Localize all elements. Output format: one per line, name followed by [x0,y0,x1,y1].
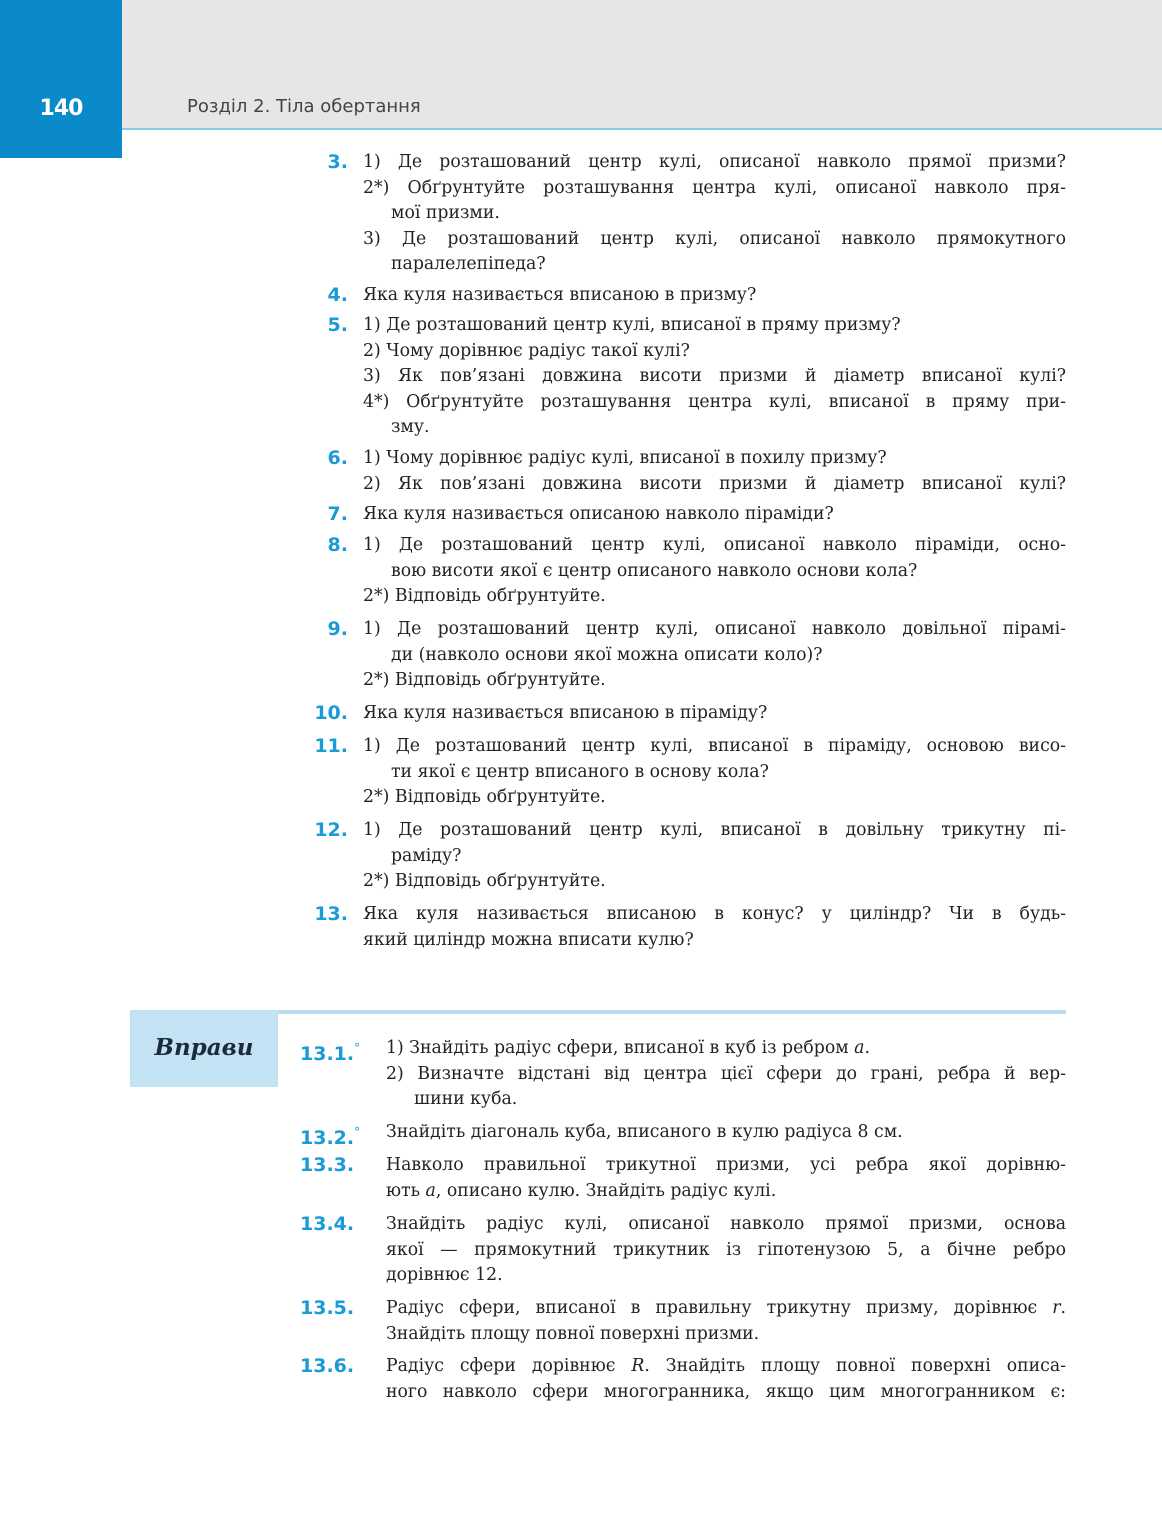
question-number: 12. [314,819,348,841]
question-line: 2) Як пов’язані довжина висоти призми й діаметр вписаної кулі? [363,473,1066,494]
exercise-number: 13.3. [300,1154,355,1176]
question-line: Яка куля називається вписаною в призму? [363,285,757,305]
question-number: 11. [314,735,348,757]
exercise-line: ють a, описано кулю. Знайдіть радіус кулі. [386,1180,777,1201]
question-number: 5. [327,314,348,336]
question-line: ди (навколо основи якої можна описати коло)? [391,644,823,665]
question-line: 1) Де розташований центр кулі, описаної навколо довільної пірамі- [363,619,1066,639]
exercise-number: 13.2.° [300,1125,361,1149]
variable: a [425,1180,436,1201]
exercise-line: Радіус сфери, вписаної в правильну трикутну призму, дорівнює r. [386,1298,1066,1318]
exercise-line: дорівнює 12. [386,1265,503,1285]
exercises-label-box [130,1010,278,1087]
question-line: 2*) Відповідь обґрунтуйте. [363,586,606,606]
exercise-number: 13.1.° [300,1041,361,1065]
exercises-rule [278,1010,1066,1014]
question-line: 1) Де розташований центр кулі, описаної навколо прямої призми? [363,152,1066,172]
question-line: раміду? [391,845,462,866]
exercise-number: 13.6. [300,1355,355,1377]
exercise-line: 1) Знайдіть радіус сфери, вписаної в куб із ребром a. [386,1038,870,1058]
question-line: 1) Де розташований центр кулі, вписаної в пряму призму? [363,315,901,335]
question-line: 1) Де розташований центр кулі, вписаної в піраміду, основою висо- [363,736,1066,756]
question-number: 6. [327,447,348,469]
header-rule [122,128,1162,130]
exercise-line: 2) Визначте відстані від центра цієї сфери до грані, ребра й вер- [386,1063,1066,1084]
question-number: 8. [327,534,348,556]
variable: a [854,1038,865,1058]
degree-mark: ° [354,1125,361,1139]
question-line: паралелепіпеда? [391,254,546,274]
question-line: 2*) Відповідь обґрунтуйте. [363,787,606,807]
question-number: 9. [327,618,348,640]
question-line: 3) Де розташований центр кулі, описаної навколо прямокутного [363,228,1066,249]
question-line: Яка куля називається описаною навколо піраміди? [363,504,834,524]
question-line: 4*) Обґрунтуйте розташування центра кулі, вписаної в пряму при- [363,391,1066,412]
exercise-line: Знайдіть радіус кулі, описаної навколо прямої призми, основа [386,1214,1066,1234]
question-number: 7. [327,503,348,525]
question-line: вою висоти якої є центр описаного навколо основи кола? [391,560,918,581]
page-number-tab [0,0,122,158]
exercise-number: 13.4. [300,1213,355,1235]
question-number: 13. [314,903,348,925]
exercise-line: ного навколо сфери многогранника, якщо цим многогранником є: [386,1381,1066,1402]
chapter-title: Розділ 2. Тіла обертання [187,96,421,117]
question-line: 1) Чому дорівнює радіус кулі, вписаної в похилу призму? [363,448,887,468]
question-line: Яка куля називається вписаною в піраміду? [363,703,768,723]
exercise-line: Радіус сфери дорівнює R. Знайдіть площу повної поверхні описа- [386,1356,1066,1376]
question-line: 3) Як пов’язані довжина висоти призми й діаметр вписаної кулі? [363,366,1066,386]
question-number: 3. [327,151,348,173]
question-line: який циліндр можна вписати кулю? [363,929,694,950]
exercise-line: якої — прямокутний трикутник із гіпотенузою 5, а бічне ребро [386,1239,1066,1260]
exercise-line: Навколо правильної трикутної призми, усі ребра якої дорівню- [386,1155,1066,1175]
exercise-line: Знайдіть площу повної поверхні призми. [386,1323,760,1344]
question-line: 2*) Відповідь обґрунтуйте. [363,670,606,690]
question-number: 4. [327,284,348,306]
question-line: 1) Де розташований центр кулі, вписаної в довільну трикутну пі- [363,820,1066,840]
exercise-line: Знайдіть діагональ куба, вписаного в кулю радіуса 8 см. [386,1122,903,1142]
header-band [0,0,1162,128]
variable: r [1052,1298,1061,1318]
variable: R [631,1356,645,1376]
exercises-title: Вправи [154,1034,254,1061]
question-number: 10. [314,702,348,724]
question-line: 2*) Відповідь обґрунтуйте. [363,871,606,891]
question-line: 2) Чому дорівнює радіус такої кулі? [363,340,690,361]
degree-mark: ° [354,1041,361,1055]
question-line: ти якої є центр вписаного в основу кола? [391,761,769,782]
question-line: 2*) Обґрунтуйте розташування центра кулі, описаної навколо пря- [363,177,1066,198]
question-line: зму. [391,417,430,437]
question-line: мої призми. [391,203,500,223]
exercise-line: шини куба. [414,1089,518,1109]
question-line: 1) Де розташований центр кулі, описаної навколо піраміди, осно- [363,535,1066,555]
exercise-number: 13.5. [300,1297,355,1319]
question-line: Яка куля називається вписаною в конус? у циліндр? Чи в будь- [363,904,1066,924]
page-number: 140 [39,96,83,121]
